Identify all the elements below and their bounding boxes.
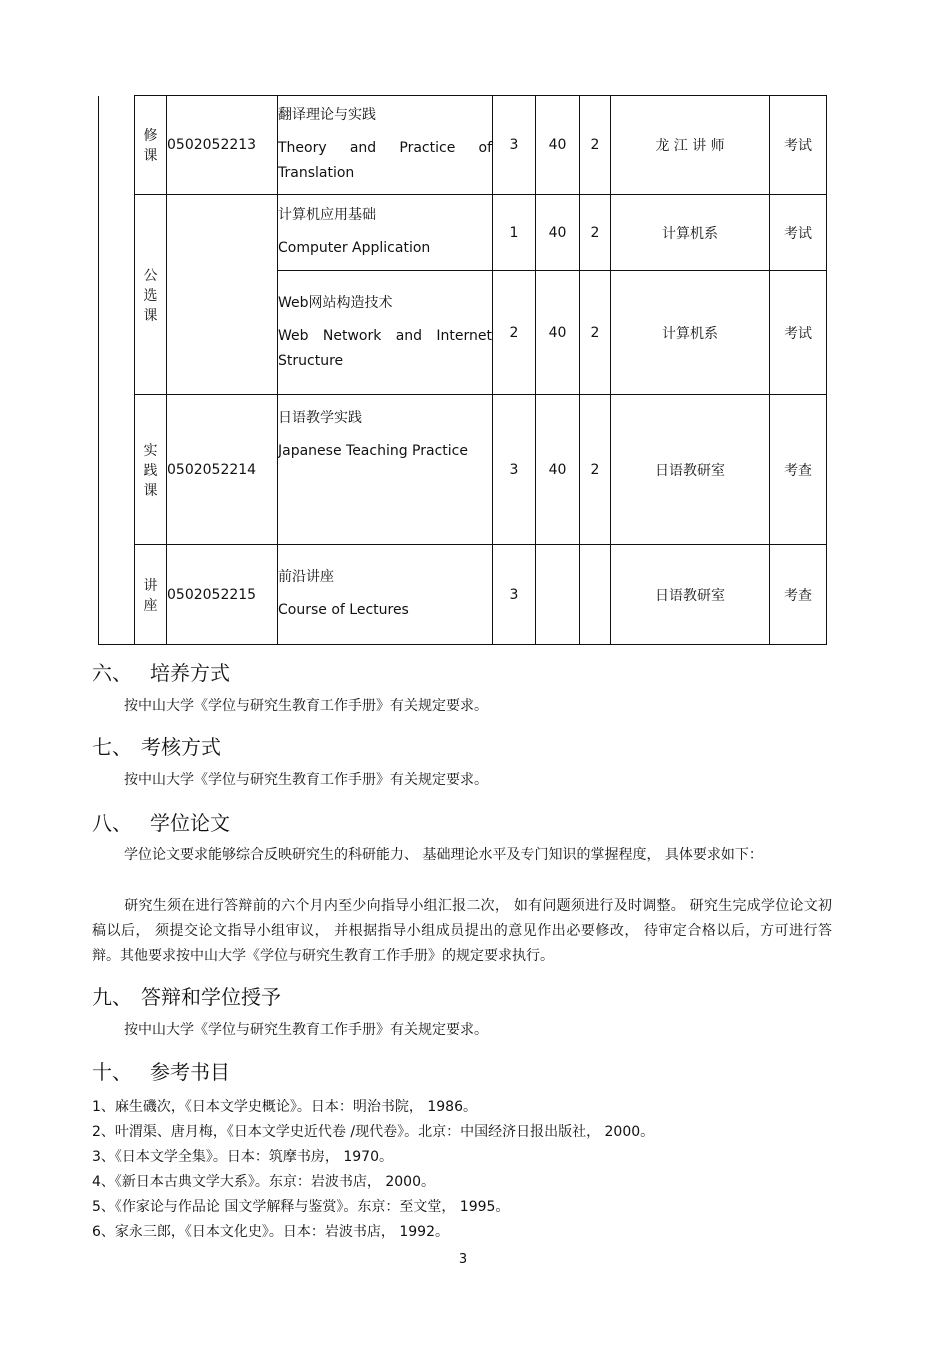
- course-name-cn: Web网站构造技术: [278, 294, 393, 311]
- category-char: 课: [143, 482, 158, 499]
- section-number: 九、: [92, 985, 132, 1009]
- table-row: [99, 96, 827, 195]
- department: 日语教研室: [611, 545, 770, 645]
- category-chars: [135, 563, 166, 627]
- course-code: 0502052215: [167, 545, 278, 645]
- category-char: 讲: [143, 577, 158, 594]
- section-heading: [92, 1056, 230, 1085]
- category-cell: [135, 395, 167, 545]
- section-title: 考核方式: [141, 735, 221, 759]
- category-char: 公: [143, 267, 158, 284]
- hours: 40: [536, 96, 580, 195]
- course-name-cell: [278, 96, 493, 195]
- table-row: [99, 195, 827, 271]
- outer-category-cell: [99, 96, 135, 645]
- course-name-cn: 前沿讲座: [278, 569, 334, 585]
- exam-type: 考查: [770, 395, 827, 545]
- course-code: 0502052213: [167, 96, 278, 195]
- reference-list: [92, 1095, 654, 1245]
- hours: [536, 545, 580, 645]
- section-number: 六、: [92, 661, 132, 685]
- course-code: [167, 195, 278, 395]
- semester: 2: [580, 395, 611, 545]
- section-heading: [92, 657, 230, 686]
- credits: 3: [493, 545, 536, 645]
- course-name-cell: [278, 395, 493, 545]
- course-table: [98, 95, 827, 645]
- section-number: 八、: [92, 811, 132, 835]
- credits: 1: [493, 195, 536, 271]
- category-cell: [135, 195, 167, 395]
- paragraph-text: 按中山大学《学位与研究生教育工作手册》有关规定要求。: [124, 1022, 488, 1038]
- course-name-cell: [278, 195, 493, 271]
- course-name-cn: 计算机应用基础: [278, 207, 376, 223]
- section-number: 七、: [92, 735, 132, 759]
- exam-type: 考试: [770, 195, 827, 271]
- section-heading: [92, 731, 221, 760]
- course-name-en: Japanese Teaching Practice: [278, 443, 468, 459]
- exam-type: 考试: [770, 96, 827, 195]
- exam-type: 考查: [770, 545, 827, 645]
- course-name-en: Web Network and Internet Structure: [278, 327, 492, 369]
- course-name-cell: [278, 271, 493, 395]
- course-name-cn: 翻译理论与实践: [278, 107, 376, 123]
- hours: 40: [536, 271, 580, 395]
- section-title: 学位论文: [150, 811, 230, 835]
- exam-type: 考试: [770, 271, 827, 395]
- section-paragraph: [92, 768, 832, 793]
- course-name-en: Computer Application: [278, 240, 431, 256]
- course-code: 0502052214: [167, 395, 278, 545]
- category-chars: [135, 113, 166, 177]
- category-cell: [135, 96, 167, 195]
- course-name-en: Theory and Practice of Translation: [278, 140, 492, 181]
- section-heading: [92, 981, 281, 1010]
- credits: 2: [493, 271, 536, 395]
- course-name-en: Course of Lectures: [278, 602, 409, 618]
- department: 龙 江 讲 师: [611, 96, 770, 195]
- section-paragraph: [92, 694, 832, 719]
- category-char: 修: [143, 128, 158, 144]
- paragraph-text: 按中山大学《学位与研究生教育工作手册》有关规定要求。: [124, 698, 488, 714]
- reference-item: 4、《新日本古典文学大系》。东京：岩波书店， 2000。: [92, 1174, 435, 1190]
- semester: 2: [580, 271, 611, 395]
- category-chars: [135, 428, 166, 512]
- category-cell: [135, 545, 167, 645]
- reference-item: 1、麻生磯次，《日本文学史概论》。日本：明治书院， 1986。: [92, 1099, 477, 1115]
- paragraph-text: 学位论文要求能够综合反映研究生的科研能力、 基础理论水平及专门知识的掌握程度， 具体要求如下：: [124, 847, 763, 863]
- reference-item: 3、《日本文学全集》。日本：筑摩书房， 1970。: [92, 1149, 393, 1165]
- section-title: 培养方式: [150, 661, 230, 685]
- section-number: 十、: [92, 1060, 132, 1084]
- department: 日语教研室: [611, 395, 770, 545]
- section-title: 答辩和学位授予: [141, 985, 281, 1009]
- department: 计算机系: [611, 195, 770, 271]
- section-paragraph: [92, 843, 832, 868]
- section-paragraph: [92, 1018, 832, 1043]
- section-paragraph: [92, 894, 832, 969]
- category-char: 选: [143, 287, 158, 304]
- section-heading: [92, 807, 230, 836]
- semester: 2: [580, 96, 611, 195]
- paragraph-text: 按中山大学《学位与研究生教育工作手册》有关规定要求。: [124, 772, 488, 788]
- section-title: 参考书目: [150, 1060, 230, 1084]
- course-name-cn: 日语教学实践: [278, 410, 362, 426]
- credits: 3: [493, 395, 536, 545]
- category-chars: [135, 253, 166, 337]
- reference-item: 5、《作家论与作品论 国文学解释与鉴赏》。东京：至文堂， 1995。: [92, 1199, 510, 1215]
- category-char: 实: [143, 442, 158, 459]
- hours: 40: [536, 395, 580, 545]
- department: 计算机系: [611, 271, 770, 395]
- credits: 3: [493, 96, 536, 195]
- page-number: 3: [458, 1252, 468, 1267]
- paragraph-text: 研究生须在进行答辩前的六个月内至少向指导小组汇报二次， 如有问题须进行及时调整。 研究生完成学位论文初稿以后， 须提交论文指导小组审议， 并根据指导小组成员提出的意见作出必要修改， 待审定合格以后，方可进行答辩。其他要求按中山大学《学位与研究生教育工作手册》的规定要求执行。: [92, 898, 832, 964]
- category-char: 座: [143, 597, 158, 614]
- category-char: 课: [143, 148, 158, 164]
- table-row: [99, 395, 827, 545]
- semester: 2: [580, 195, 611, 271]
- category-char: 课: [143, 307, 158, 324]
- semester: [580, 545, 611, 645]
- course-name-cell: [278, 545, 493, 645]
- reference-item: 6、家永三郎，《日本文化史》。日本：岩波书店， 1992。: [92, 1224, 449, 1240]
- hours: 40: [536, 195, 580, 271]
- table-row: [99, 545, 827, 645]
- category-char: 践: [143, 462, 158, 479]
- reference-item: 2、叶渭渠、唐月梅，《日本文学史近代卷 /现代卷》。北京：中国经济日报出版社， 2000。: [92, 1124, 655, 1140]
